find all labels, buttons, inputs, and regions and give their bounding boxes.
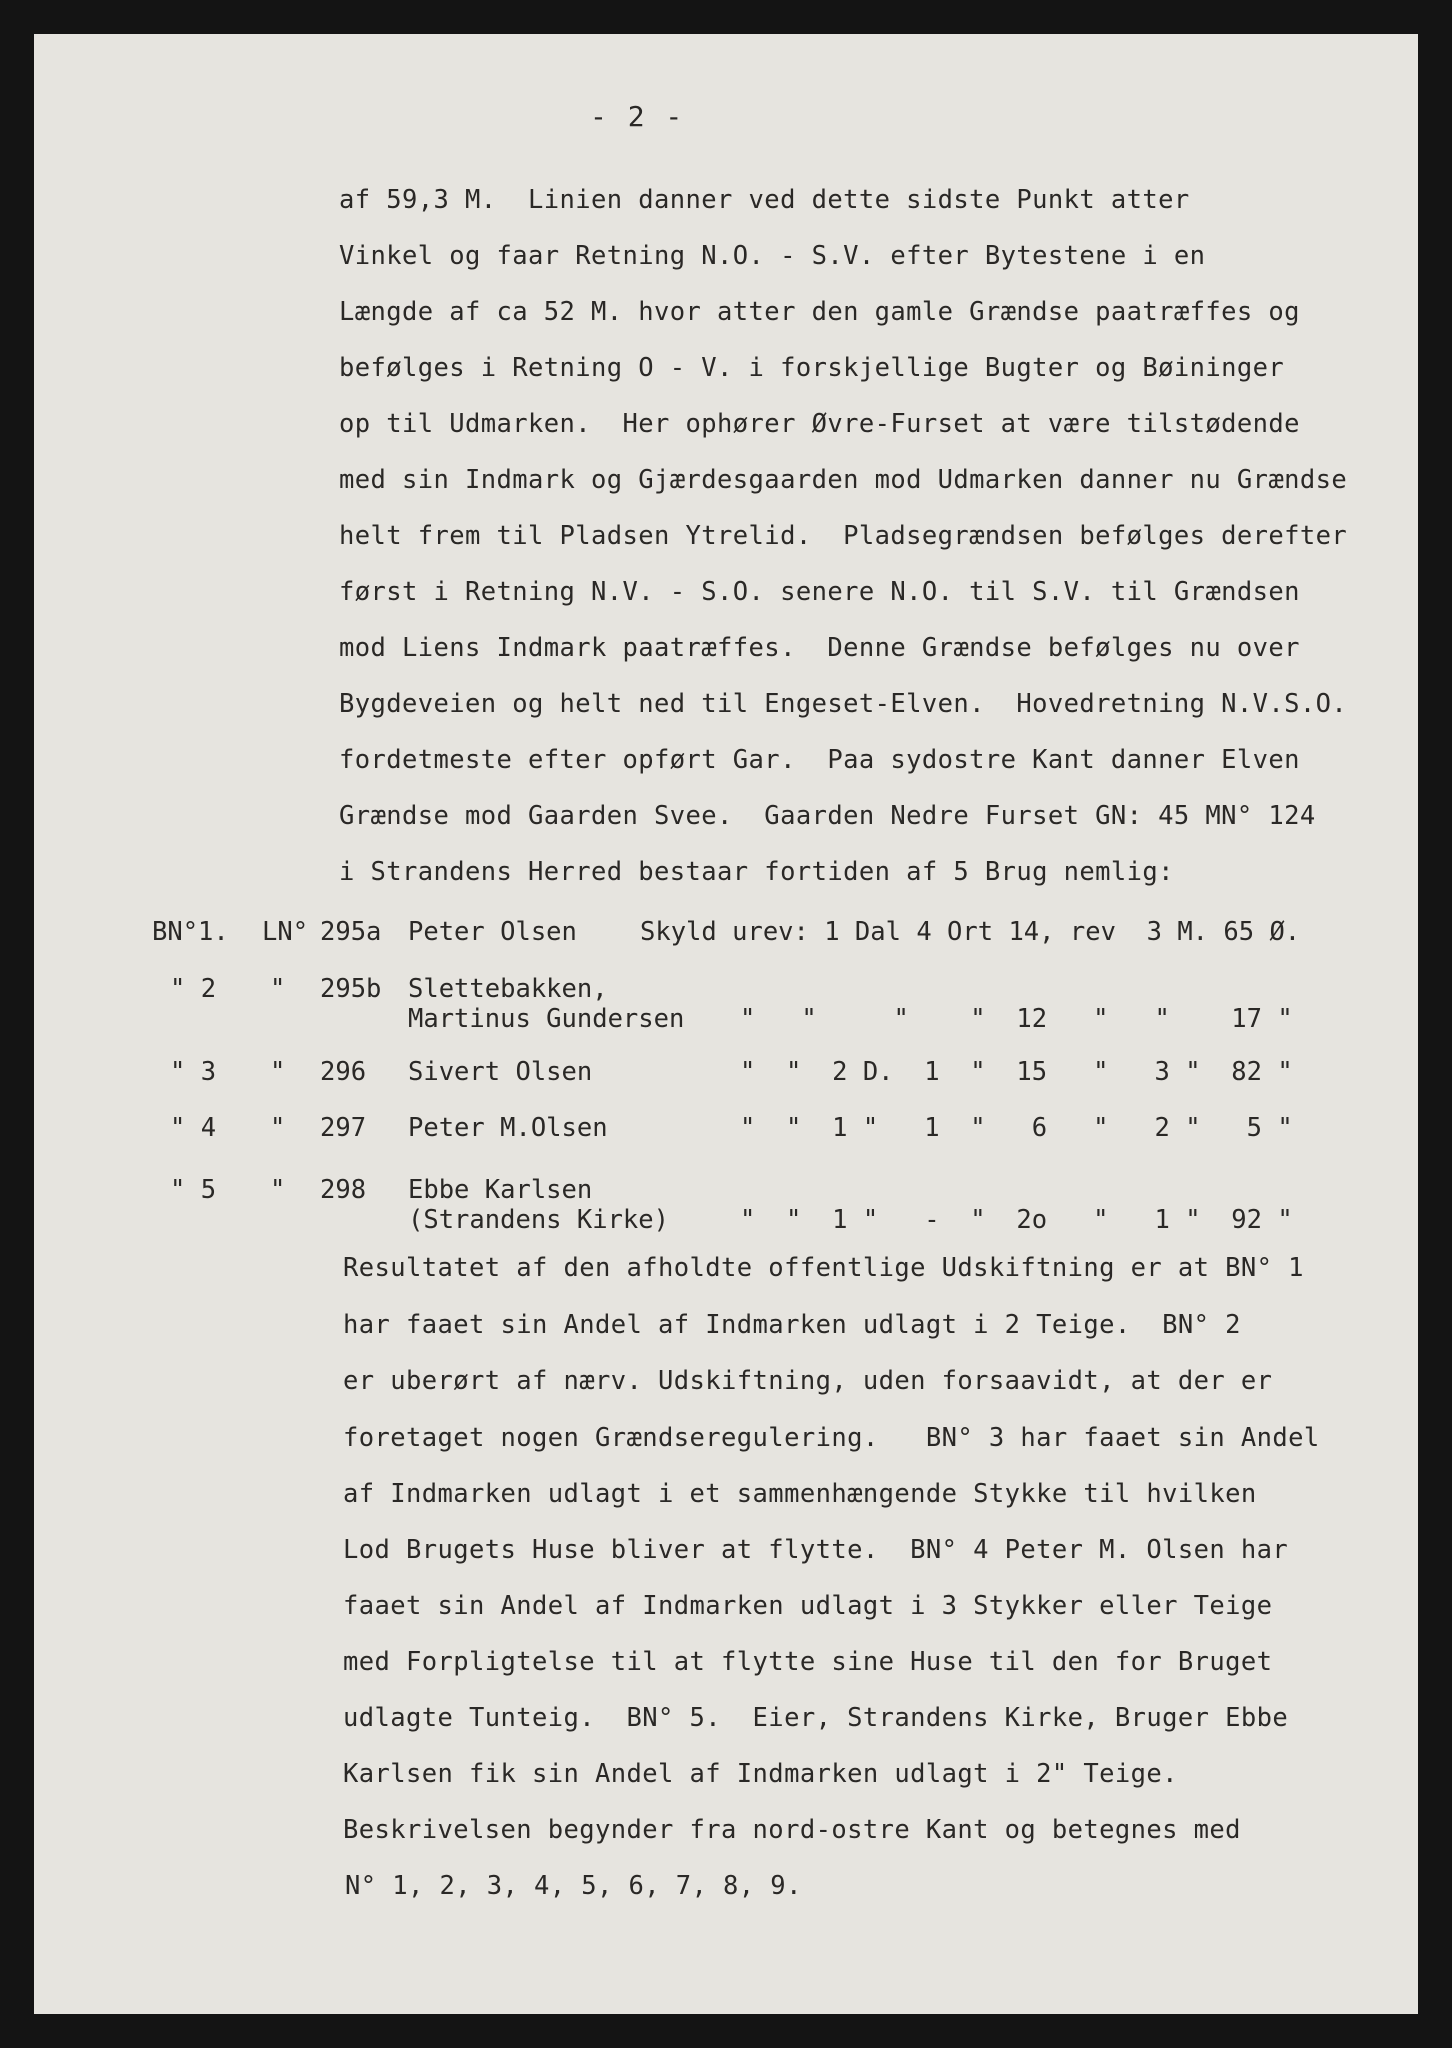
table-owner-cell: Peter M.Olsen [408,1113,608,1143]
table-ln-mark: LN° [262,917,309,947]
text-line: Beskrivelsen begynder fra nord-ostre Kant og betegnes med [343,1815,1241,1845]
table-owner-cell: Ebbe Karlsen [408,1175,593,1205]
text-line: helt frem til Pladsen Ytrelid. Pladsegrændsen befølges derefter [339,521,1348,551]
text-line: N° 1, 2, 3, 4, 5, 6, 7, 8, 9. [345,1871,802,1901]
table-ln-mark: " [270,1175,286,1205]
table-skyld-cell: " " 1 " 1 " 6 " 2 " 5 " [740,1113,1293,1143]
table-owner-cell-2: Martinus Gundersen [408,1004,685,1034]
text-line: Lod Brugets Huse bliver at flytte. BN° 4 Peter M. Olsen har [343,1535,1289,1565]
text-line: fordetmeste efter opført Gar. Paa sydostre Kant danner Elven [339,745,1300,775]
text-line: udlagte Tunteig. BN° 5. Eier, Strandens Kirke, Bruger Ebbe [343,1703,1289,1733]
text-line: Grændse mod Gaarden Svee. Gaarden Nedre Furset GN: 45 MN° 124 [339,801,1316,831]
table-bn-cell: " 4 [170,1113,217,1143]
text-line: befølges i Retning O - V. i forskjellige Bugter og Bøininger [339,353,1285,383]
text-line: med Forpligtelse til at flytte sine Huse til den for Bruget [343,1647,1273,1677]
table-ln-cell: 298 [320,1175,367,1205]
table-skyld-cell: " " 2 D. 1 " 15 " 3 " 82 " [740,1057,1293,1087]
text-line: faaet sin Andel af Indmarken udlagt i 3 Stykker eller Teige [343,1591,1273,1621]
text-line: Vinkel og faar Retning N.O. - S.V. efter Bytestene i en [339,241,1206,271]
text-line: er uberørt af nærv. Udskiftning, uden forsaavidt, at der er [343,1366,1273,1396]
text-line: Bygdeveien og helt ned til Engeset-Elven. Hovedretning N.V.S.O. [339,689,1348,719]
text-line: først i Retning N.V. - S.O. senere N.O. til S.V. til Grændsen [339,577,1300,607]
table-skyld-cell: Skyld urev: 1 Dal 4 Ort 14, rev 3 M. 65 Ø. [640,917,1301,947]
text-line: op til Udmarken. Her ophører Øvre-Furset at være tilstødende [339,409,1300,439]
text-line: Længde af ca 52 M. hvor atter den gamle Grændse paatræffes og [339,297,1300,327]
table-skyld-cell: " " 1 " - " 2o " 1 " 92 " [740,1205,1293,1235]
text-line: Karlsen fik sin Andel af Indmarken udlagt i 2" Teige. [343,1759,1178,1789]
text-line: i Strandens Herred bestaar fortiden af 5 Brug nemlig: [339,857,1174,887]
text-line: mod Liens Indmark paatræffes. Denne Grændse befølges nu over [339,633,1300,663]
table-ln-cell: 297 [320,1113,367,1143]
text-line: af Indmarken udlagt i et sammenhængende Stykke til hvilken [343,1479,1257,1509]
table-ln-cell: 296 [320,1057,367,1087]
table-ln-cell: 295b [320,974,382,1004]
table-owner-cell: Sivert Olsen [408,1057,593,1087]
text-line: har faaet sin Andel af Indmarken udlagt i 2 Teige. BN° 2 [343,1310,1241,1340]
table-bn-cell: " 5 [170,1175,217,1205]
table-ln-mark: " [270,1113,286,1143]
table-bn-cell: BN°1. [152,917,229,947]
table-owner-cell: Peter Olsen [408,917,577,947]
table-owner-cell-2: (Strandens Kirke) [408,1205,669,1235]
table-bn-cell: " 3 [170,1057,217,1087]
table-ln-mark: " [270,974,286,1004]
text-line: Resultatet af den afholdte offentlige Udskiftning er at BN° 1 [343,1253,1304,1283]
text-line: med sin Indmark og Gjærdesgaarden mod Udmarken danner nu Grændse [339,465,1348,495]
table-bn-cell: " 2 [170,974,217,1004]
text-line: foretaget nogen Grændseregulering. BN° 3 har faaet sin Andel [343,1423,1320,1453]
page-number: - 2 - [590,100,685,133]
table-owner-cell: Slettebakken, [408,974,608,1004]
text-line: af 59,3 M. Linien danner ved dette sidste Punkt atter [339,185,1190,215]
table-ln-mark: " [270,1057,286,1087]
table-skyld-cell: " " " " 12 " " 17 " [740,1004,1293,1034]
table-ln-cell: 295a [320,917,382,947]
